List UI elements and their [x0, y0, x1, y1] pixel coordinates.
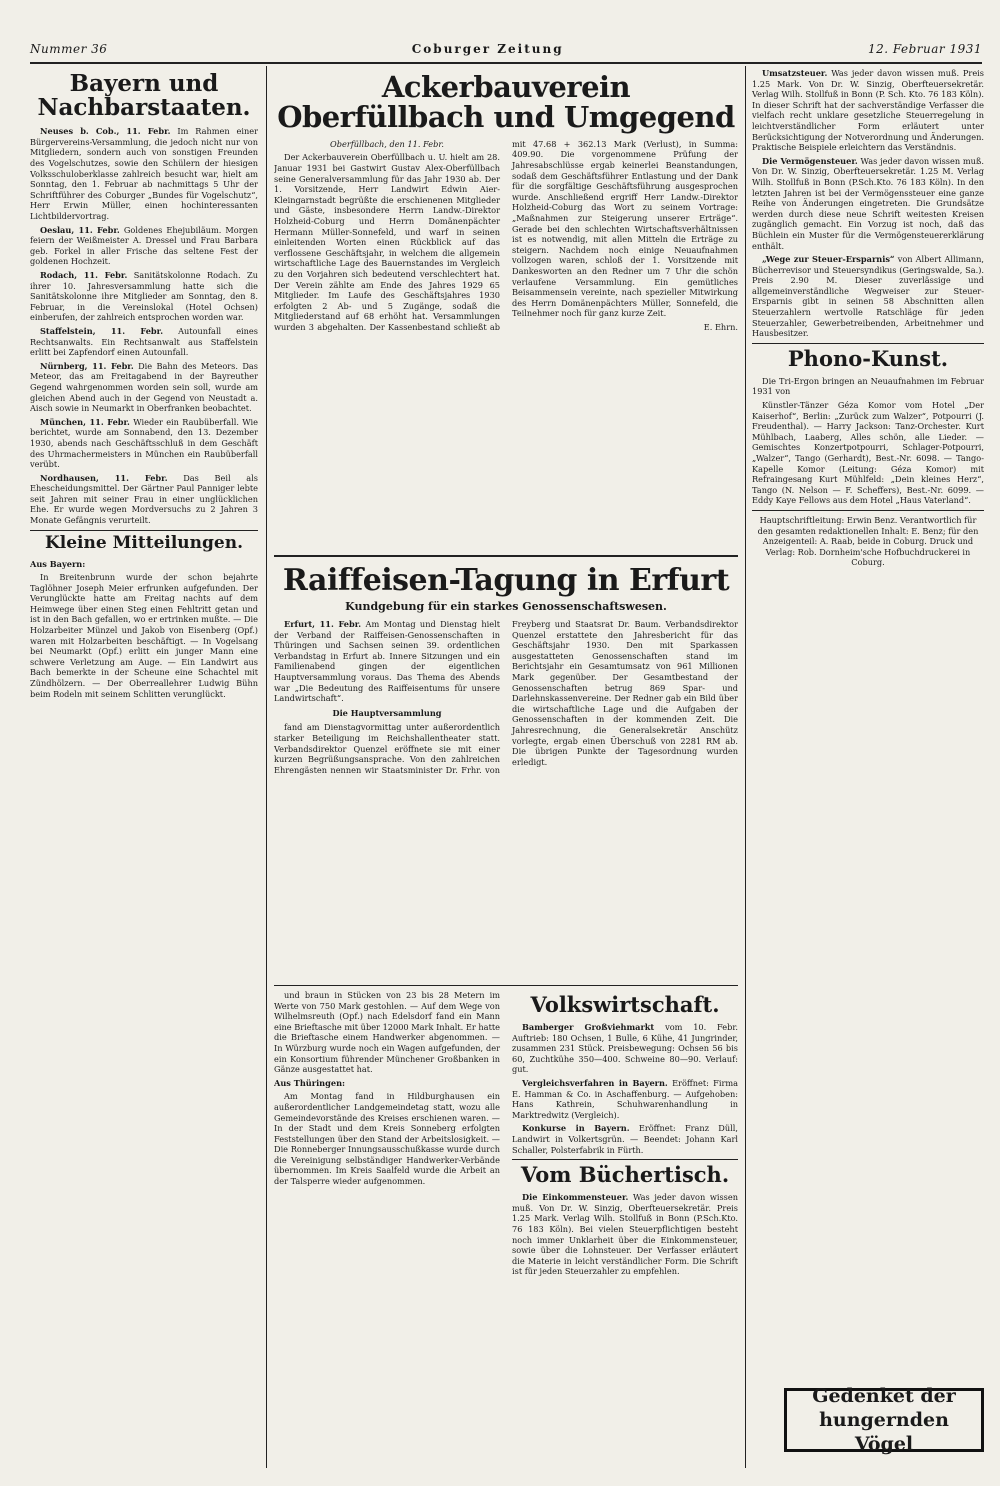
article-body	[274, 990, 738, 1280]
article-text: von Albert Allimann, Bücherrevisor und Steuersyndikus (Geringswalde, Sa.). Preis 2.90 M. Dieser zuverlässige und allgemeinverständliche Wegweiser zur Steuer-Ersparnis gibt in seinen 58 Abschnitten allen Steuerzahlern wertvolle Ratschläge für jeden Steuerzahler, Gewerbetreibenden, Arbeitnehmer und Hausbesitzer.	[752, 254, 984, 339]
dateline: Bamberger Großviehmarkt	[522, 1022, 655, 1033]
article-heading: Raiffeisen-Tagung in Erfurt	[282, 562, 730, 598]
dateline: Die Einkommensteuer.	[522, 1192, 629, 1203]
article-text: Das Beil als Ehescheidungsmittel. Der Gärtner Paul Panniger lebte seit Jahren mit seiner Frau in einer unglücklichen Ehe. Er wurde wegen Mordversuchs zu 2 Jahren 3 Monate Gefängnis verurteilt.	[30, 472, 258, 526]
region-label: Aus Thüringen:	[274, 1077, 346, 1088]
masthead	[30, 42, 982, 60]
book-title: Umsatzsteuer.	[762, 68, 828, 78]
separator	[752, 510, 984, 511]
book-title: „Wege zur Steuer-Ersparnis“	[762, 254, 895, 265]
book-title: Die Vermögensteuer.	[762, 155, 858, 166]
article-text: In Breitenbrunn wurde der schon bejahrte Taglöhner Joseph Meier erfrunken aufgefunden. Der Verunglückte hatte am Freitag nachts auf dem Heimwege über einen Steg einen Fehltritt getan und ist in den Bach gefallen, wo er ertrinken mußte. — Die Holzarbeiter Münzel und Jakob von Eisenberg (Opf.) waren mit Holzarbeiten beschäftigt. — In Vogelsang bei Neumarkt (Opf.) erlitt ein junger Mann eine schwere Verletzung am Auge. — Ein Landwirt aus Bach bemerkte in der Scheune eine Schachtel mit Zündhölzern. — Der Oberreallehrer Ludwig Bühn beim Rodeln mit seinem Schlitten verunglückt.	[30, 572, 258, 699]
left-column	[30, 68, 258, 1468]
column-divider	[266, 66, 267, 1468]
article-text: Eröffnet: Franz Düll, Landwirt in Volkertsgrün. — Beendet: Johann Karl Schaller, Polsterfabrik in Fürth.	[512, 1123, 738, 1155]
right-column	[752, 68, 984, 1386]
subsection-heading: Vom Büchertisch.	[520, 1162, 730, 1188]
dateline: Nürnberg, 11. Febr.	[40, 360, 134, 371]
article-text: Am Montag und Dienstag hielt der Verband der Raiffeisen-Genossenschaften in Thüringen und Sachsen seinen 39. ordentlichen Verbandstag in Erfurt ab. Innere Sitzungen und ein Familienabend gingen der eigentlichen Hauptversammlung voraus. Das Thema des Abends war „Die Bedeutung des Raiffeisentums für unsere Landwirtschaft“.	[274, 618, 501, 704]
dateline: Neuses b. Cob., 11. Febr.	[40, 126, 171, 137]
article-text: Was jeder davon wissen muß. Von Dr. W. Sinzig, Oberfteuersekretär. Preis 1.25 Mark. Verlag Wilh. Stollfuß in Bonn (P.Sch.Kto. 76 183 Köln). Bei vielen Steuerpflichtigen besteht noch immer Unklarheit über die Einkommensteuer, sowie über die Lohnsteuer. Der Verfasser erläutert die Materie in leicht verständlicher Form. Die Schrift ist für jeden Steuerzahler zu empfehlen.	[512, 1192, 738, 1277]
dateline: Vergleichsverfahren in Bayern.	[522, 1077, 668, 1088]
subsection-heading: Phono-Kunst.	[787, 345, 949, 371]
article-text: fand am Dienstagvormittag unter außerordentlich starker Beteiligung im Reichshallentheater statt. Verbandsdirektor Quenzel eröffnete sie mit einer kurzen Begrüßungsansprache. Von den zahlreichen Ehrengästen nennen wir Staatsminister Dr. Frhr. von Freyberg und Staatsrat Dr. Baum. Verbandsdirektor Quenzel erstattete den Jahresbericht für das Geschäftsjahr 1930. Den mit Sparkassen ausgestatteten Genossenschaften stand im Berichtsjahr ein Gesamtumsatz von 961 Millionen Mark gegenüber. Der Gesamtbestand der Genossenschaften betrug 869 Spar- und Darlehnskassenvereine. Der Redner gab ein Bild über die wirtschaftliche Lage und die Aufgaben der Genossenschaften in der kommenden Zeit. Die Jahresrechnung, die Generalsekretär Anschütz vorlegte, ergab einen Überschuß von 2281 RM ab. Die übrigen Punkte der Tagesordnung wurden erledigt.	[274, 618, 738, 775]
article-text: Am Montag fand in Hildburghausen ein außerordentlicher Landgemeindetag statt, wozu alle Gemeindevorstände des Kreises erschienen waren. — In der Stadt und dem Kreis Sonneberg erfolgten Feststellungen über den Stand der Arbeitslosigkeit. — Die Ronneberger Innungsausschußkasse wurde durch die Vereinigung selbständiger Handwerker-Verbände übernommen. Im Kreis Saalfeld wurde die Arbeit an der Talsperre wieder aufgenommen.	[274, 1091, 500, 1187]
dateline: Erfurt, 11. Febr.	[284, 618, 362, 629]
dateline: Nordhausen, 11. Febr.	[40, 472, 168, 483]
issue-date: 12. Februar 1931	[867, 42, 982, 56]
article-text: Sanitätskolonne Rodach. Zu ihrer 10. Jahresversammlung hatte sich die Sanitätskolonne ihre Mitglieder am Sonntag, den 8. Februar, in die Vereinslokal (Hotel Ochsen) einberufen, der zahlreich entsprochen worden war.	[30, 270, 258, 323]
imprint: Hauptschriftleitung: Erwin Benz. Verantwortlich für den gesamten redaktionellen Inhalt: E. Benz; für den Anzeigenteil: A. Raab, beide in Coburg. Druck und Verlag: Rob. Dornheim'sche Hofbuchdruckerei in Coburg.	[757, 515, 979, 568]
article-subheading: Kundgebung für ein starkes Genossenschaftswesen.	[345, 600, 667, 614]
section-title: Die Hauptversammlung	[332, 707, 442, 718]
article-text: Der Ackerbauverein Oberfüllbach u. U. hielt am 28. Januar 1931 bei Gastwirt Gustav Alex-Oberfüllbach seine Generalversammlung für das Jahr 1930 ab. Der 1. Vorsitzende, Herr Landwirt Edwin Aier-Kleingarnstadt begrüßte die erschienenen Mitglieder und Gäste, insbesondere Herrn Landw.-Direktor Holzheid-Coburg und Herrn Domänenpächter Hermann Müller-Sonnefeld, und warf in seinen einleitenden Worten einen Rückblick auf das verflossene Geschäftsjahr, in welchem die allgemein wirtschaftliche Lage des Bauernstandes im Vergleich zu den Vorjahren sich bedeutend verschlechtert hat. Der Verein zählte am Ende des Jahres 1929 65 Mitglieder. Im Laufe des Geschäftsjahres 1930 erfolgten 2 Ab- und 5 Zugänge, sodaß die Mitgliederstand auf 68 erhöht hat. Versammlungen wurden 3 abgehalten. Der Kassenbestand schließt ab mit 47.68 + 362.13 Mark (Verlust), in Summa: 409.90. Die vorgenommene Prüfung der Jahresabschlüsse ergab keinerlei Beanstandungen, sodaß dem Geschäftsführer Entlastung und der Dank für die sorgfältige Geschäftsführung ausgesprochen wurde. Anschließend ergriff Herr Landw.-Direktor Holzheid-Coburg das Wort zu seinem Vortrage: „Maßnahmen zur Steigerung unserer Erträge“. Gerade bei den schlechten Wirtschaftsverhältnissen ist es notwendig, mit allen Mitteln die Erträge zu steigern. Nachdem noch einige Neuaufnahmen vollzogen waren, schloß der 1. Vorsitzende mit Dankesworten an den Redner um 7 Uhr die schön verlaufene Versammlung. Ein gemütliches Beisammensein vereinte, nach spezieller Mitwirkung des Herrn Domänenpächters Müller, Sonnefeld, die Teilnehmer noch für ganz kurze Zeit.	[274, 138, 738, 332]
middle-column	[274, 68, 738, 1468]
notice-box	[784, 1385, 984, 1455]
dateline: Staffelstein, 11. Febr.	[40, 325, 164, 336]
separator	[512, 1159, 738, 1160]
article-text: Künstler-Tänzer Géza Komor vom Hotel „Der Kaiserhof“, Berlin: „Zurück zum Walzer“, Potpourri (J. Freudenthal). — Harry Jackson: Tanz-Orchester. Kurt Mühlbach, Laaberg, Alles schön, alle Lieder. — Gemischtes Konzertpotpourri, Schlager-Potpourri, „Walzer“, Tango (Gerhardt), Best.-Nr. 6098. — Tango-Kapelle Komor (Leitung: Géza Komor) mit Refraingesang Kurt Mühlfeld: „Dein kleines Herz“, Tango (N. Nelson — F. Scheffers), Best.-Nr. 6099. — Eddy Kaye Fellows aus dem Hotel „Haus Vaterland“.	[752, 400, 984, 506]
article-text: vom 10. Febr. Auftrieb: 180 Ochsen, 1 Bulle, 6 Kühe, 41 Jungrinder, zusammen 231 Stück. Preisbewegung: Ochsen 56 bis 60, Zuchtkühe 350—400. Schweine 80—90. Verlauf: gut.	[512, 1022, 738, 1075]
article-body	[274, 619, 738, 981]
dateline: München, 11. Febr.	[40, 416, 130, 427]
header-rule	[30, 62, 982, 64]
dateline: Rodach, 11. Febr.	[40, 270, 128, 280]
separator	[274, 555, 738, 557]
separator	[752, 343, 984, 344]
dateline: Oeslau, 11. Febr.	[40, 224, 120, 235]
article-heading: Ackerbauverein Oberfüllbach und Umgegend	[277, 70, 735, 135]
separator	[30, 530, 258, 531]
notice-line: hungernden Vögel	[819, 1409, 949, 1455]
dateline: Oberfüllbach, den 11. Febr.	[330, 138, 444, 149]
article-text: Autounfall eines Rechtsanwalts. Ein Rechtsanwalt aus Staffelstein erlitt bei Zapfendorf einen Autounfall.	[30, 325, 258, 358]
issue-number: Nummer 36	[30, 42, 108, 56]
article-text: Eröffnet: Firma E. Hamman & Co. in Aschaffenburg. — Aufgehoben: Hans Kathrein, Schuhwarenhandlung in Marktredwitz (Vergleich).	[512, 1077, 738, 1120]
subsection-heading: Kleine Mitteilungen.	[44, 532, 243, 553]
separator	[274, 985, 738, 986]
subsection-heading: Volkswirtschaft.	[530, 991, 720, 1017]
article-text: Was jeder davon wissen muß. Preis 1.25 Mark. Von Dr. W. Sinzig, Oberfteuersekretär. Verlag Wilh. Stollfuß in Bonn (P. Sch. Kto. 76 183 Köln). In dieser Schrift hat der sachverständige Verfasser die vielfach recht unklare gesetzliche Steuerregelung in leichtverständlicher Form erläutert unter Berücksichtigung der Notverordnung und Änderungen. Praktische Beispiele erleichtern das Verständnis.	[752, 68, 984, 153]
article-text: Wieder ein Raubüberfall. Wie berichtet, wurde am Sonnabend, den 13. Dezember 1930, abends nach Geschäftsschluß in dem Geschäft des Uhrmachermeisters in München ein Raubüberfall verübt.	[30, 416, 258, 470]
column-divider	[745, 66, 746, 1468]
region-label: Aus Bayern:	[30, 558, 86, 569]
article-body	[274, 139, 738, 551]
dateline: Konkurse in Bayern.	[522, 1123, 630, 1134]
article-text: Die Tri-Ergon bringen an Neuaufnahmen im Februar 1931 von	[752, 375, 984, 397]
article-text: und braun in Stücken von 23 bis 28 Metern im Werte von 750 Mark gestohlen. — Auf dem Wege von Wilhelmsreuth (Opf.) nach Edelsdorf fand ein Mann eine Brieftasche mit über 12000 Mark Inhalt. Er hatte die Brieftasche einem Handwerker abgenommen. — In Würzburg wurde noch ein Wagen aufgefunden, der ein Konsortium führender Münchener Großbanken in Gänze ausgestattet hat.	[274, 989, 500, 1075]
notice-line: Gedenket der	[812, 1385, 956, 1407]
article-text: Goldenes Ehejubiläum. Morgen feiern der Weißmeister A. Dressel und Frau Barbara geb. Forkel in aller Frische das seltene Fest der goldenen Hochzeit.	[30, 224, 258, 267]
article-text: Was jeder davon wissen muß. Von Dr. W. Sinzig, Oberfteuersekretär. 1.25 M. Verlag Wilh. Stollfuß in Bonn (P.Sch.Kto. 76 183 Köln). In den letzten Jahren ist bei der Vermögenssteuer eine ganze Reihe von Änderungen eingetreten. Die Grundsätze werden durch diese neue Schrift weitesten Kreisen zugänglich gemacht. Ein Vorzug ist noch, daß das Büchlein ein Muster für die Vermögensteuererklärung enthält.	[752, 155, 984, 251]
paper-name: Coburger Zeitung	[411, 42, 564, 56]
section-heading: Bayern und Nachbarstaaten.	[37, 70, 251, 122]
article-text: Im Rahmen einer Bürgervereins-Versammlung, die jedoch nicht nur von Mitgliedern, sondern auch von sonstigen Freunden des Vogelschutzes, sowie den Schülern der hiesigen Volksschuloberklasse zahlreich besucht war, hielt am Sonntag, den 1. Februar ab nachmittags 5 Uhr der Schriftführer des Coburger „Bundes für Vogelschutz“, Herr Erwin Müller, einen hochinteressanten Lichtbildervortrag.	[30, 126, 258, 222]
article-text: Die Bahn des Meteors. Das Meteor, das am Freitagabend in der Bayreuther Gegend wahrgenommen worden sein soll, wurde am gleichen Abend auch in der Gegend von Neustadt a. Aisch sowie in Neumarkt in Oberfranken beobachtet.	[30, 360, 258, 414]
signature: E. Ehrn.	[703, 321, 738, 332]
